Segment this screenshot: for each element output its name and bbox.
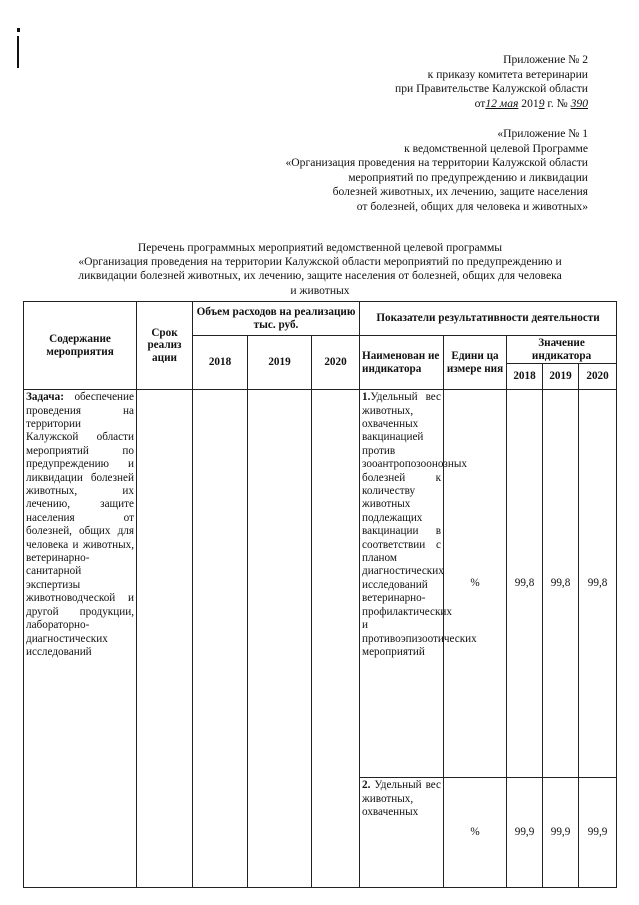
indicator-value-2-2020: 99,9 bbox=[579, 778, 617, 888]
header-indicators: Показатели результативности деятельности bbox=[360, 302, 617, 336]
handwritten-year: 9 bbox=[538, 96, 545, 110]
header-year-2020: 2020 bbox=[312, 336, 360, 390]
table-row bbox=[24, 390, 617, 778]
indicator-value-1-2018: 99,8 bbox=[507, 390, 543, 778]
header-value-2020: 2020 bbox=[579, 364, 617, 390]
indicator-value-1-2019: 99,8 bbox=[543, 390, 579, 778]
indicator-value-1-2020: 99,8 bbox=[579, 390, 617, 778]
header-unit: Едини ца измере ния bbox=[444, 336, 507, 390]
header-content: Содержание мероприятия bbox=[24, 302, 137, 390]
expense-2018-cell bbox=[193, 390, 248, 888]
program-name-line-3: болезней животных, их лечению, защите населения bbox=[332, 185, 588, 199]
appendix-label: Приложение № 2 bbox=[503, 53, 588, 66]
header-value-2018: 2018 bbox=[507, 364, 543, 390]
indicator-name-2: 2. Удельный вес животных, охваченных bbox=[360, 778, 444, 888]
program-name-line-2: мероприятий по предупреждению и ликвидации bbox=[348, 170, 588, 184]
margin-dot bbox=[17, 28, 20, 32]
approval-header bbox=[395, 53, 588, 111]
header-value: Значение индикатора bbox=[507, 336, 617, 364]
header-year-2019: 2019 bbox=[248, 336, 312, 390]
header-year-2018: 2018 bbox=[193, 336, 248, 390]
task-cell bbox=[24, 390, 137, 888]
header-term: Срок реализ ации bbox=[137, 302, 193, 390]
government-label: при Правительстве Калужской области bbox=[395, 82, 588, 96]
handwritten-date: 12 мая bbox=[485, 96, 519, 110]
program-ref-line: к ведомственной целевой Программе bbox=[404, 141, 588, 155]
expense-2019-cell bbox=[248, 390, 312, 888]
program-name-line-4: от болезней, общих для человека и животных» bbox=[356, 199, 588, 213]
task-text: обеспечение проведения на территории Калужской области мероприятий по предупреждению и ликвидации болезней животных, их лечению, защите населения от болезней, общих для человека и животных, ветеринарно-санитарной экспертизы животноводческой и другой продукции, лабораторно-диагностических исследований bbox=[26, 391, 134, 658]
program-appendix-label: «Приложение № 1 bbox=[497, 127, 588, 140]
indicator-value-2-2018: 99,9 bbox=[507, 778, 543, 888]
measures-table bbox=[23, 301, 617, 888]
header-indicator-name: Наименован ие индикатора bbox=[360, 336, 444, 390]
order-date-line: от12 мая 2019 г. № 390 bbox=[474, 96, 588, 110]
header-value-2019: 2019 bbox=[543, 364, 579, 390]
indicator-name-1: 1.Удельный вес животных, охваченных вакцинацией против зооантропозоонозных болезней к количеству животных подлежащих вакцинации в соответствии с планом диагностических исследований ветеринарно-профилактических и противоэпизоотических мероприятий bbox=[360, 390, 444, 778]
program-header bbox=[285, 127, 588, 215]
program-name-line-1: «Организация проведения на территории Калужской области bbox=[285, 156, 588, 170]
indicator-value-2-2019: 99,9 bbox=[543, 778, 579, 888]
document-title: Перечень программных мероприятий ведомственной целевой программы «Организация проведения на территории Калужской области мероприятий по предупреждению и ликвидации болезней животных, их лечению, защите населения от болезней, общих для человека и животных bbox=[78, 241, 562, 297]
expense-2020-cell bbox=[312, 390, 360, 888]
handwritten-number: 390 bbox=[570, 96, 588, 110]
term-cell bbox=[137, 390, 193, 888]
header-expenses: Объем расходов на реализацию тыс. руб. bbox=[193, 302, 360, 336]
order-label: к приказу комитета ветеринарии bbox=[427, 67, 588, 81]
indicator-unit-2: % bbox=[444, 778, 507, 888]
task-label: Задача: bbox=[26, 391, 64, 404]
margin-mark bbox=[17, 36, 19, 68]
indicator-unit-1: % bbox=[444, 390, 507, 778]
